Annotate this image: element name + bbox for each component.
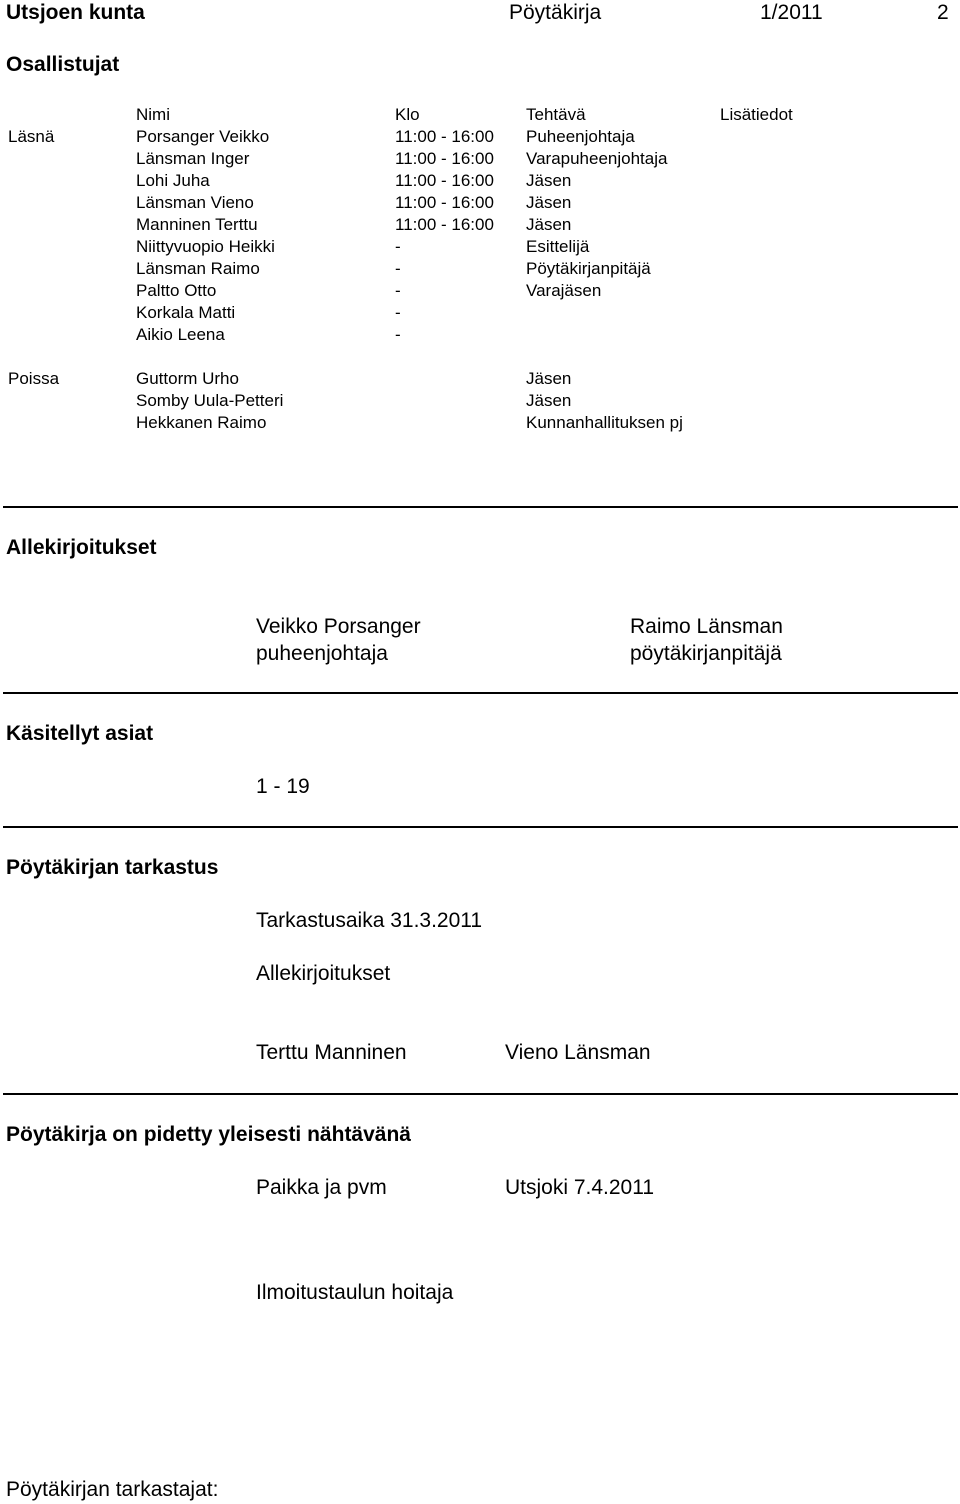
- municipality-name: Utsjoen kunta: [6, 1, 145, 24]
- participant-name: Länsman Inger: [136, 149, 250, 168]
- participant-name: Paltto Otto: [136, 281, 217, 300]
- public-title: Pöytäkirja on pidetty yleisesti nähtävänä: [6, 1123, 411, 1146]
- participant-time: -: [395, 325, 401, 344]
- board-keeper-label: Ilmoitustaulun hoitaja: [256, 1281, 454, 1304]
- participant-name: Hekkanen Raimo: [136, 413, 267, 432]
- review-signatures-label: Allekirjoitukset: [256, 962, 391, 985]
- participant-name: Niittyvuopio Heikki: [136, 237, 275, 256]
- table-row: [0, 127, 960, 149]
- table-row: [0, 171, 960, 193]
- section-divider: [3, 1093, 958, 1095]
- page-number: 2: [937, 1, 949, 24]
- participant-name: Manninen Terttu: [136, 215, 258, 234]
- items-title: Käsitellyt asiat: [6, 722, 154, 745]
- column-header-role: Tehtävä: [526, 105, 586, 124]
- participant-time: 11:00 - 16:00: [395, 171, 494, 190]
- participant-name: Porsanger Veikko: [136, 127, 270, 146]
- participant-name: Aikio Leena: [136, 325, 225, 344]
- column-header-info: Lisätiedot: [720, 105, 793, 124]
- participant-name: Korkala Matti: [136, 303, 236, 322]
- participant-name: Lohi Juha: [136, 171, 210, 190]
- participant-role: Jäsen: [526, 215, 572, 234]
- place-label: Paikka ja pvm: [256, 1176, 387, 1199]
- table-row: [0, 413, 960, 435]
- reviewers-label: Pöytäkirjan tarkastajat:: [6, 1478, 219, 1501]
- document-number: 1/2011: [760, 1, 823, 24]
- participants-header-row: [0, 105, 960, 127]
- participant-role: Jäsen: [526, 369, 572, 388]
- participant-name: Somby Uula-Petteri: [136, 391, 284, 410]
- reviewer-name: Vieno Länsman: [505, 1041, 651, 1064]
- participant-name: Guttorm Urho: [136, 369, 239, 388]
- reviewer-name: Terttu Manninen: [256, 1041, 407, 1064]
- participant-time: 11:00 - 16:00: [395, 149, 494, 168]
- table-row: [0, 237, 960, 259]
- section-divider: [3, 692, 958, 694]
- participant-name: Länsman Raimo: [136, 259, 260, 278]
- participant-time: -: [395, 237, 401, 256]
- table-row: [0, 149, 960, 171]
- document-type: Pöytäkirja: [509, 1, 602, 24]
- review-time: Tarkastusaika 31.3.2011: [256, 909, 483, 932]
- participant-name: Länsman Vieno: [136, 193, 254, 212]
- participants-title: Osallistujat: [6, 53, 120, 76]
- participant-time: -: [395, 281, 401, 300]
- signatures-title: Allekirjoitukset: [6, 536, 157, 559]
- participant-role: Jäsen: [526, 391, 572, 410]
- signer-name: Veikko Porsanger: [256, 615, 421, 638]
- participant-time: 11:00 - 16:00: [395, 215, 494, 234]
- participant-time: -: [395, 303, 401, 322]
- participant-role: Jäsen: [526, 171, 572, 190]
- section-divider: [3, 826, 958, 828]
- table-row: [0, 215, 960, 237]
- participant-role: Esittelijä: [526, 237, 590, 256]
- column-header-time: Klo: [395, 105, 420, 124]
- participant-role: Jäsen: [526, 193, 572, 212]
- column-header-name: Nimi: [136, 105, 170, 124]
- participant-role: Puheenjohtaja: [526, 127, 635, 146]
- present-label: Läsnä: [8, 127, 55, 146]
- table-row: [0, 391, 960, 413]
- place-value: Utsjoki 7.4.2011: [505, 1176, 655, 1199]
- table-row: [0, 325, 960, 347]
- participant-role: Pöytäkirjanpitäjä: [526, 259, 651, 278]
- absent-label: Poissa: [8, 369, 60, 388]
- signer-role: pöytäkirjanpitäjä: [630, 642, 782, 665]
- table-row: [0, 369, 960, 391]
- participant-time: 11:00 - 16:00: [395, 127, 494, 146]
- review-title: Pöytäkirjan tarkastus: [6, 856, 219, 879]
- participant-role: Varajäsen: [526, 281, 602, 300]
- table-row: [0, 259, 960, 281]
- section-divider: [3, 506, 958, 508]
- participant-role: Varapuheenjohtaja: [526, 149, 668, 168]
- table-row: [0, 303, 960, 325]
- participant-time: 11:00 - 16:00: [395, 193, 494, 212]
- participant-time: -: [395, 259, 401, 278]
- table-row: [0, 281, 960, 303]
- participant-role: Kunnanhallituksen pj: [526, 413, 683, 432]
- table-row: [0, 193, 960, 215]
- items-range: 1 - 19: [256, 775, 310, 798]
- signer-name: Raimo Länsman: [630, 615, 783, 638]
- signer-role: puheenjohtaja: [256, 642, 388, 665]
